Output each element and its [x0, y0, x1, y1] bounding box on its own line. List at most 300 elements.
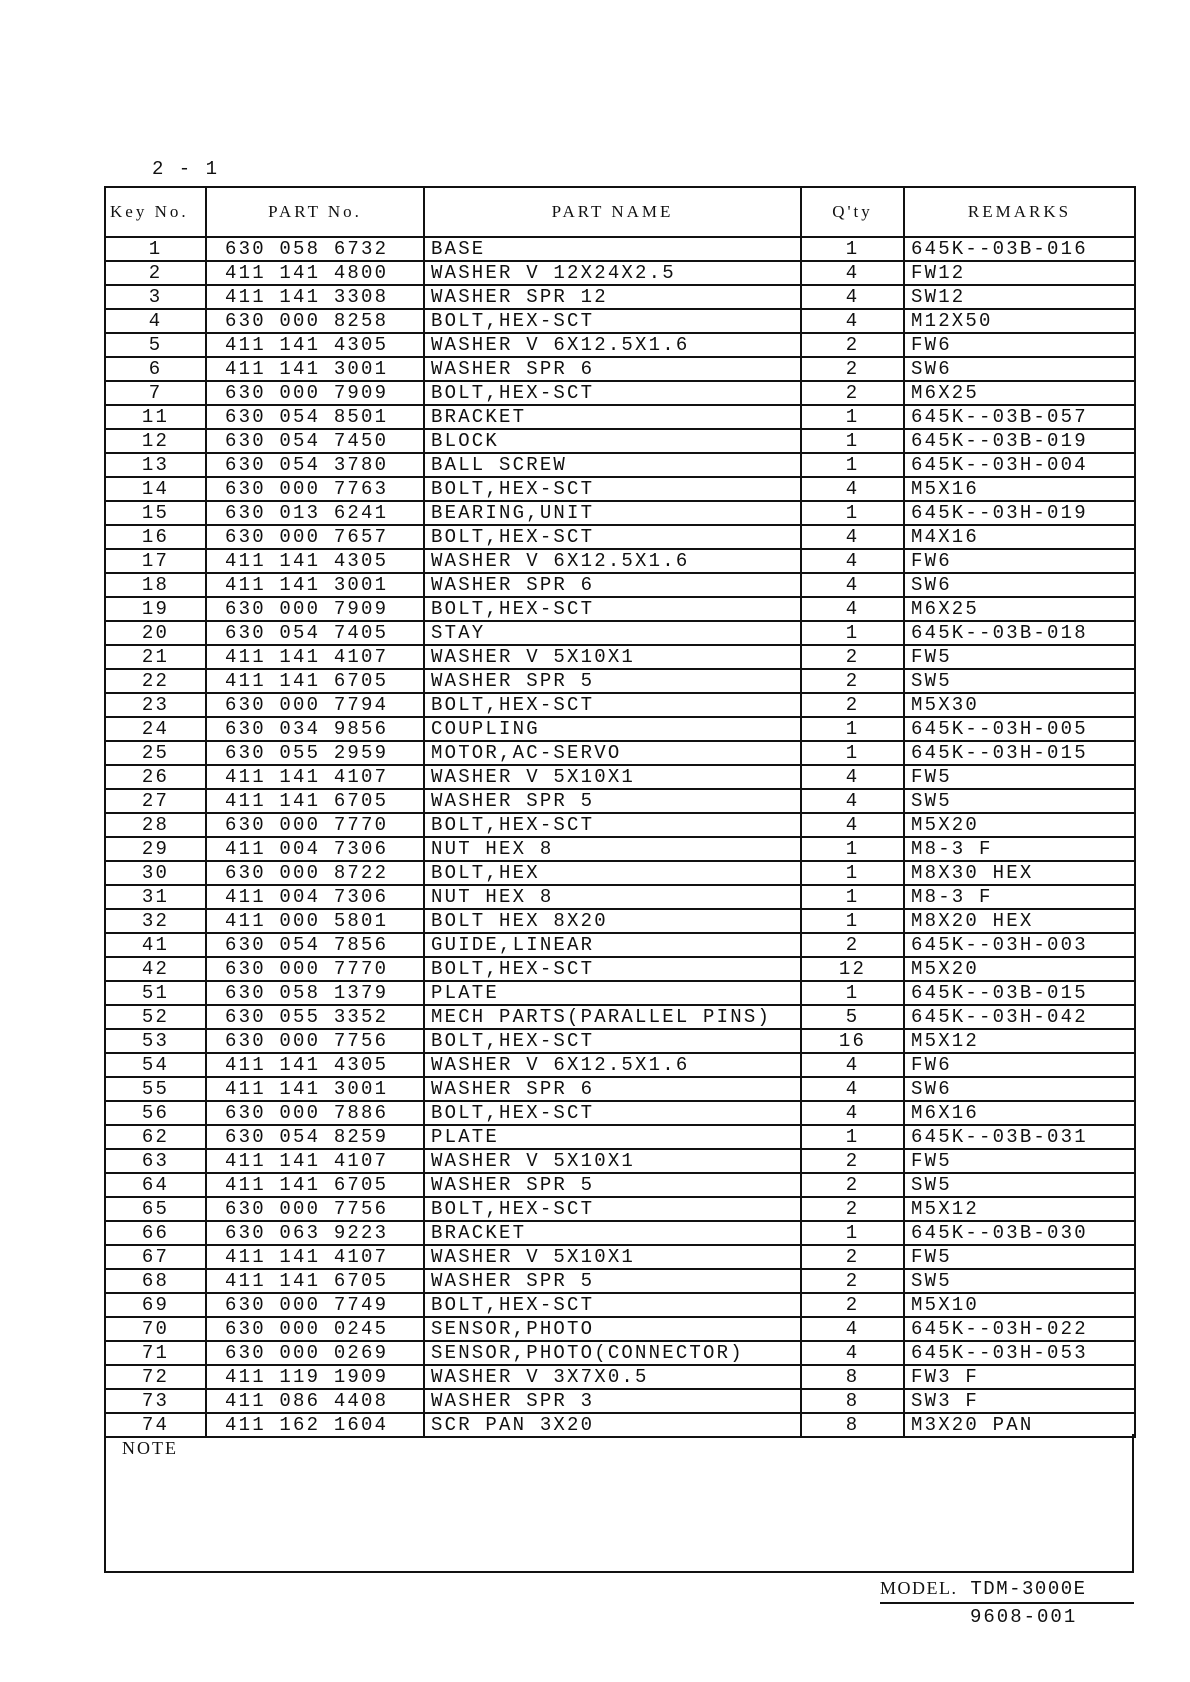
- table-row: [105, 1005, 1135, 1029]
- key-no-cell: 63: [105, 1149, 206, 1173]
- remarks-cell: 645K--03H-053: [904, 1341, 1135, 1365]
- part-name-cell: NUT HEX 8: [424, 837, 801, 861]
- remarks-cell: M5X16: [904, 477, 1135, 501]
- key-no-cell: 64: [105, 1173, 206, 1197]
- part-name-cell: BEARING,UNIT: [424, 501, 801, 525]
- qty-cell: 2: [801, 357, 904, 381]
- part-name-cell: WASHER SPR 6: [424, 357, 801, 381]
- part-no-cell: 411 162 1604: [206, 1413, 424, 1437]
- part-no-cell: 630 000 7657: [206, 525, 424, 549]
- table-row: [105, 1221, 1135, 1245]
- part-name-cell: BOLT,HEX: [424, 861, 801, 885]
- part-name-cell: WASHER SPR 6: [424, 1077, 801, 1101]
- part-name-cell: SENSOR,PHOTO: [424, 1317, 801, 1341]
- part-name-cell: BOLT,HEX-SCT: [424, 1101, 801, 1125]
- model-label: MODEL.: [880, 1578, 958, 1598]
- qty-cell: 2: [801, 1197, 904, 1221]
- remarks-cell: SW6: [904, 1077, 1135, 1101]
- table-row: [105, 597, 1135, 621]
- qty-cell: 1: [801, 237, 904, 261]
- table-row: [105, 429, 1135, 453]
- key-no-cell: 32: [105, 909, 206, 933]
- key-no-cell: 5: [105, 333, 206, 357]
- qty-cell: 4: [801, 1317, 904, 1341]
- part-name-cell: BOLT,HEX-SCT: [424, 309, 801, 333]
- key-no-cell: 3: [105, 285, 206, 309]
- qty-cell: 4: [801, 1077, 904, 1101]
- part-name-cell: WASHER V 6X12.5X1.6: [424, 549, 801, 573]
- part-no-cell: 630 058 6732: [206, 237, 424, 261]
- part-name-cell: SCR PAN 3X20: [424, 1413, 801, 1437]
- remarks-cell: 645K--03B-018: [904, 621, 1135, 645]
- key-no-cell: 51: [105, 981, 206, 1005]
- key-no-cell: 42: [105, 957, 206, 981]
- qty-cell: 1: [801, 453, 904, 477]
- part-no-cell: 411 141 3001: [206, 1077, 424, 1101]
- qty-cell: 12: [801, 957, 904, 981]
- part-name-cell: WASHER SPR 5: [424, 1173, 801, 1197]
- part-name-cell: BOLT,HEX-SCT: [424, 813, 801, 837]
- table-row: [105, 885, 1135, 909]
- note-box: [104, 1434, 1134, 1573]
- key-no-cell: 23: [105, 693, 206, 717]
- table-row: [105, 1149, 1135, 1173]
- table-row: [105, 669, 1135, 693]
- table-row: [105, 549, 1135, 573]
- qty-cell: 4: [801, 549, 904, 573]
- table-row: [105, 333, 1135, 357]
- part-no-cell: 630 000 0245: [206, 1317, 424, 1341]
- part-name-cell: PLATE: [424, 1125, 801, 1149]
- table-row: [105, 237, 1135, 261]
- remarks-cell: SW6: [904, 357, 1135, 381]
- key-no-cell: 71: [105, 1341, 206, 1365]
- table-row: [105, 693, 1135, 717]
- table-row: [105, 285, 1135, 309]
- part-no-cell: 411 141 4107: [206, 765, 424, 789]
- remarks-cell: 645K--03H-004: [904, 453, 1135, 477]
- key-no-cell: 20: [105, 621, 206, 645]
- table-row: [105, 1389, 1135, 1413]
- table-row: [105, 837, 1135, 861]
- remarks-cell: FW12: [904, 261, 1135, 285]
- table-row: [105, 957, 1135, 981]
- remarks-cell: FW3 F: [904, 1365, 1135, 1389]
- key-no-cell: 53: [105, 1029, 206, 1053]
- qty-cell: 1: [801, 885, 904, 909]
- part-no-cell: 411 141 4305: [206, 333, 424, 357]
- remarks-cell: SW12: [904, 285, 1135, 309]
- remarks-cell: M6X25: [904, 381, 1135, 405]
- parts-list-table: [104, 186, 1136, 1438]
- qty-cell: 8: [801, 1365, 904, 1389]
- table-row: [105, 501, 1135, 525]
- part-no-cell: 411 004 7306: [206, 885, 424, 909]
- part-name-cell: BRACKET: [424, 1221, 801, 1245]
- remarks-cell: FW6: [904, 549, 1135, 573]
- part-no-cell: 630 000 7763: [206, 477, 424, 501]
- part-no-cell: 630 054 7450: [206, 429, 424, 453]
- key-no-cell: 29: [105, 837, 206, 861]
- part-name-cell: BOLT,HEX-SCT: [424, 1029, 801, 1053]
- key-no-cell: 54: [105, 1053, 206, 1077]
- key-no-cell: 18: [105, 573, 206, 597]
- remarks-cell: 645K--03B-057: [904, 405, 1135, 429]
- key-no-cell: 72: [105, 1365, 206, 1389]
- table-row: [105, 933, 1135, 957]
- qty-cell: 4: [801, 573, 904, 597]
- part-no-cell: 630 000 8722: [206, 861, 424, 885]
- key-no-cell: 12: [105, 429, 206, 453]
- key-no-cell: 67: [105, 1245, 206, 1269]
- qty-cell: 4: [801, 1101, 904, 1125]
- qty-cell: 1: [801, 861, 904, 885]
- remarks-cell: FW5: [904, 1245, 1135, 1269]
- part-name-cell: WASHER V 6X12.5X1.6: [424, 333, 801, 357]
- header-remarks: REMARKS: [904, 187, 1135, 237]
- qty-cell: 4: [801, 525, 904, 549]
- part-no-cell: 630 063 9223: [206, 1221, 424, 1245]
- part-no-cell: 411 141 4305: [206, 1053, 424, 1077]
- part-no-cell: 411 141 4305: [206, 549, 424, 573]
- remarks-cell: SW5: [904, 789, 1135, 813]
- table-row: [105, 1101, 1135, 1125]
- qty-cell: 1: [801, 981, 904, 1005]
- part-name-cell: WASHER V 5X10X1: [424, 1149, 801, 1173]
- remarks-cell: M5X12: [904, 1197, 1135, 1221]
- key-no-cell: 21: [105, 645, 206, 669]
- qty-cell: 2: [801, 1149, 904, 1173]
- remarks-cell: 645K--03H-015: [904, 741, 1135, 765]
- key-no-cell: 66: [105, 1221, 206, 1245]
- qty-cell: 8: [801, 1389, 904, 1413]
- table-row: [105, 1317, 1135, 1341]
- table-row: [105, 789, 1135, 813]
- table-row: [105, 645, 1135, 669]
- qty-cell: 2: [801, 645, 904, 669]
- remarks-cell: M4X16: [904, 525, 1135, 549]
- key-no-cell: 14: [105, 477, 206, 501]
- table-row: [105, 1173, 1135, 1197]
- qty-cell: 8: [801, 1413, 904, 1437]
- table-row: [105, 813, 1135, 837]
- remarks-cell: FW6: [904, 1053, 1135, 1077]
- table-header-row: [105, 187, 1135, 237]
- key-no-cell: 74: [105, 1413, 206, 1437]
- remarks-cell: M3X20 PAN: [904, 1413, 1135, 1437]
- key-no-cell: 52: [105, 1005, 206, 1029]
- part-name-cell: SENSOR,PHOTO(CONNECTOR): [424, 1341, 801, 1365]
- key-no-cell: 25: [105, 741, 206, 765]
- qty-cell: 2: [801, 1269, 904, 1293]
- qty-cell: 4: [801, 813, 904, 837]
- table-row: [105, 741, 1135, 765]
- part-no-cell: 411 141 6705: [206, 1269, 424, 1293]
- table-row: [105, 981, 1135, 1005]
- part-no-cell: 630 054 7856: [206, 933, 424, 957]
- part-name-cell: BLOCK: [424, 429, 801, 453]
- header-part-name: PART NAME: [424, 187, 801, 237]
- key-no-cell: 4: [105, 309, 206, 333]
- remarks-cell: FW6: [904, 333, 1135, 357]
- remarks-cell: FW5: [904, 645, 1135, 669]
- remarks-cell: M5X12: [904, 1029, 1135, 1053]
- part-name-cell: BASE: [424, 237, 801, 261]
- part-no-cell: 411 000 5801: [206, 909, 424, 933]
- remarks-cell: FW5: [904, 765, 1135, 789]
- key-no-cell: 15: [105, 501, 206, 525]
- qty-cell: 2: [801, 693, 904, 717]
- table-row: [105, 909, 1135, 933]
- remarks-cell: 645K--03B-015: [904, 981, 1135, 1005]
- qty-cell: 4: [801, 597, 904, 621]
- key-no-cell: 11: [105, 405, 206, 429]
- part-no-cell: 411 141 4800: [206, 261, 424, 285]
- qty-cell: 4: [801, 261, 904, 285]
- table-row: [105, 309, 1135, 333]
- part-name-cell: BOLT,HEX-SCT: [424, 525, 801, 549]
- part-no-cell: 630 000 7749: [206, 1293, 424, 1317]
- qty-cell: 2: [801, 333, 904, 357]
- table-row: [105, 1197, 1135, 1221]
- header-key-no: Key No.: [105, 187, 206, 237]
- key-no-cell: 19: [105, 597, 206, 621]
- part-no-cell: 630 000 7770: [206, 957, 424, 981]
- qty-cell: 1: [801, 741, 904, 765]
- table-row: [105, 1077, 1135, 1101]
- document-number: 9608-001: [970, 1606, 1078, 1628]
- part-name-cell: WASHER SPR 5: [424, 669, 801, 693]
- remarks-cell: FW5: [904, 1149, 1135, 1173]
- remarks-cell: SW5: [904, 669, 1135, 693]
- part-no-cell: 630 054 8259: [206, 1125, 424, 1149]
- part-no-cell: 411 141 4107: [206, 1149, 424, 1173]
- remarks-cell: M8-3 F: [904, 885, 1135, 909]
- part-no-cell: 411 141 3308: [206, 285, 424, 309]
- key-no-cell: 24: [105, 717, 206, 741]
- key-no-cell: 13: [105, 453, 206, 477]
- key-no-cell: 55: [105, 1077, 206, 1101]
- part-no-cell: 411 086 4408: [206, 1389, 424, 1413]
- remarks-cell: 645K--03H-005: [904, 717, 1135, 741]
- qty-cell: 1: [801, 501, 904, 525]
- part-name-cell: WASHER V 12X24X2.5: [424, 261, 801, 285]
- part-name-cell: WASHER V 5X10X1: [424, 1245, 801, 1269]
- table-row: [105, 357, 1135, 381]
- key-no-cell: 30: [105, 861, 206, 885]
- table-row: [105, 1269, 1135, 1293]
- remarks-cell: 645K--03B-031: [904, 1125, 1135, 1149]
- part-name-cell: WASHER SPR 5: [424, 789, 801, 813]
- remarks-cell: M12X50: [904, 309, 1135, 333]
- part-name-cell: BRACKET: [424, 405, 801, 429]
- remarks-cell: 645K--03H-022: [904, 1317, 1135, 1341]
- part-name-cell: STAY: [424, 621, 801, 645]
- header-part-no: PART No.: [206, 187, 424, 237]
- part-name-cell: NUT HEX 8: [424, 885, 801, 909]
- part-no-cell: 630 000 7886: [206, 1101, 424, 1125]
- qty-cell: 2: [801, 933, 904, 957]
- part-no-cell: 630 000 7756: [206, 1029, 424, 1053]
- part-name-cell: GUIDE,LINEAR: [424, 933, 801, 957]
- remarks-cell: M5X30: [904, 693, 1135, 717]
- page-number: 2 - 1: [152, 158, 220, 180]
- part-no-cell: 411 141 6705: [206, 1173, 424, 1197]
- part-name-cell: WASHER V 5X10X1: [424, 765, 801, 789]
- part-no-cell: 411 141 3001: [206, 357, 424, 381]
- remarks-cell: M5X20: [904, 957, 1135, 981]
- part-name-cell: WASHER V 6X12.5X1.6: [424, 1053, 801, 1077]
- part-no-cell: 411 141 3001: [206, 573, 424, 597]
- qty-cell: 4: [801, 789, 904, 813]
- remarks-cell: M6X25: [904, 597, 1135, 621]
- part-name-cell: PLATE: [424, 981, 801, 1005]
- key-no-cell: 28: [105, 813, 206, 837]
- key-no-cell: 22: [105, 669, 206, 693]
- part-no-cell: 630 054 3780: [206, 453, 424, 477]
- part-no-cell: 630 000 7909: [206, 597, 424, 621]
- header-qty: Q'ty: [801, 187, 904, 237]
- remarks-cell: 645K--03B-030: [904, 1221, 1135, 1245]
- table-row: [105, 1029, 1135, 1053]
- part-no-cell: 630 013 6241: [206, 501, 424, 525]
- part-name-cell: BOLT,HEX-SCT: [424, 477, 801, 501]
- table-row: [105, 573, 1135, 597]
- table-row: [105, 1125, 1135, 1149]
- remarks-cell: 645K--03B-019: [904, 429, 1135, 453]
- qty-cell: 4: [801, 1341, 904, 1365]
- part-name-cell: WASHER SPR 6: [424, 573, 801, 597]
- part-name-cell: BOLT HEX 8X20: [424, 909, 801, 933]
- qty-cell: 2: [801, 1293, 904, 1317]
- table-row: [105, 405, 1135, 429]
- part-no-cell: 630 055 3352: [206, 1005, 424, 1029]
- qty-cell: 1: [801, 837, 904, 861]
- key-no-cell: 56: [105, 1101, 206, 1125]
- key-no-cell: 41: [105, 933, 206, 957]
- part-no-cell: 630 000 7756: [206, 1197, 424, 1221]
- qty-cell: 4: [801, 477, 904, 501]
- remarks-cell: SW5: [904, 1269, 1135, 1293]
- key-no-cell: 73: [105, 1389, 206, 1413]
- remarks-cell: M5X20: [904, 813, 1135, 837]
- part-no-cell: 630 000 7909: [206, 381, 424, 405]
- remarks-cell: M8X20 HEX: [904, 909, 1135, 933]
- key-no-cell: 27: [105, 789, 206, 813]
- remarks-cell: M6X16: [904, 1101, 1135, 1125]
- table-row: [105, 261, 1135, 285]
- key-no-cell: 7: [105, 381, 206, 405]
- part-name-cell: WASHER V 5X10X1: [424, 645, 801, 669]
- table-row: [105, 1245, 1135, 1269]
- remarks-cell: M8X30 HEX: [904, 861, 1135, 885]
- key-no-cell: 26: [105, 765, 206, 789]
- part-name-cell: WASHER SPR 12: [424, 285, 801, 309]
- part-name-cell: BOLT,HEX-SCT: [424, 1197, 801, 1221]
- qty-cell: 1: [801, 405, 904, 429]
- table-row: [105, 1053, 1135, 1077]
- table-row: [105, 1365, 1135, 1389]
- key-no-cell: 65: [105, 1197, 206, 1221]
- key-no-cell: 1: [105, 237, 206, 261]
- key-no-cell: 62: [105, 1125, 206, 1149]
- qty-cell: 2: [801, 1245, 904, 1269]
- table-row: [105, 525, 1135, 549]
- part-no-cell: 411 141 4107: [206, 1245, 424, 1269]
- part-no-cell: 630 000 7770: [206, 813, 424, 837]
- key-no-cell: 70: [105, 1317, 206, 1341]
- part-name-cell: WASHER SPR 5: [424, 1269, 801, 1293]
- qty-cell: 1: [801, 1221, 904, 1245]
- key-no-cell: 6: [105, 357, 206, 381]
- part-no-cell: 630 054 7405: [206, 621, 424, 645]
- qty-cell: 4: [801, 285, 904, 309]
- key-no-cell: 16: [105, 525, 206, 549]
- part-name-cell: BOLT,HEX-SCT: [424, 381, 801, 405]
- key-no-cell: 31: [105, 885, 206, 909]
- note-label: NOTE: [122, 1438, 178, 1458]
- remarks-cell: SW3 F: [904, 1389, 1135, 1413]
- remarks-cell: 645K--03H-042: [904, 1005, 1135, 1029]
- part-name-cell: BALL SCREW: [424, 453, 801, 477]
- part-no-cell: 411 119 1909: [206, 1365, 424, 1389]
- part-name-cell: WASHER SPR 3: [424, 1389, 801, 1413]
- part-no-cell: 411 141 6705: [206, 789, 424, 813]
- remarks-cell: M5X10: [904, 1293, 1135, 1317]
- part-name-cell: BOLT,HEX-SCT: [424, 693, 801, 717]
- part-name-cell: WASHER V 3X7X0.5: [424, 1365, 801, 1389]
- part-name-cell: MOTOR,AC-SERVO: [424, 741, 801, 765]
- table-row: [105, 765, 1135, 789]
- qty-cell: 2: [801, 381, 904, 405]
- part-name-cell: COUPLING: [424, 717, 801, 741]
- qty-cell: 1: [801, 909, 904, 933]
- remarks-cell: 645K--03H-003: [904, 933, 1135, 957]
- part-no-cell: 411 141 6705: [206, 669, 424, 693]
- key-no-cell: 69: [105, 1293, 206, 1317]
- part-name-cell: MECH PARTS(PARALLEL PINS): [424, 1005, 801, 1029]
- part-no-cell: 411 004 7306: [206, 837, 424, 861]
- remarks-cell: 645K--03H-019: [904, 501, 1135, 525]
- table-row: [105, 381, 1135, 405]
- qty-cell: 4: [801, 765, 904, 789]
- table-row: [105, 453, 1135, 477]
- part-no-cell: 630 000 7794: [206, 693, 424, 717]
- part-name-cell: BOLT,HEX-SCT: [424, 597, 801, 621]
- part-no-cell: 630 058 1379: [206, 981, 424, 1005]
- key-no-cell: 2: [105, 261, 206, 285]
- part-no-cell: 630 000 0269: [206, 1341, 424, 1365]
- key-no-cell: 17: [105, 549, 206, 573]
- part-no-cell: 630 054 8501: [206, 405, 424, 429]
- remarks-cell: SW5: [904, 1173, 1135, 1197]
- table-row: [105, 861, 1135, 885]
- part-no-cell: 630 055 2959: [206, 741, 424, 765]
- part-no-cell: 630 034 9856: [206, 717, 424, 741]
- qty-cell: 16: [801, 1029, 904, 1053]
- part-no-cell: 411 141 4107: [206, 645, 424, 669]
- qty-cell: 1: [801, 717, 904, 741]
- part-no-cell: 630 000 8258: [206, 309, 424, 333]
- qty-cell: 1: [801, 1125, 904, 1149]
- qty-cell: 1: [801, 429, 904, 453]
- table-row: [105, 477, 1135, 501]
- qty-cell: 2: [801, 1173, 904, 1197]
- model-value: TDM-3000E: [970, 1578, 1087, 1600]
- table-row: [105, 717, 1135, 741]
- table-row: [105, 1293, 1135, 1317]
- qty-cell: 1: [801, 621, 904, 645]
